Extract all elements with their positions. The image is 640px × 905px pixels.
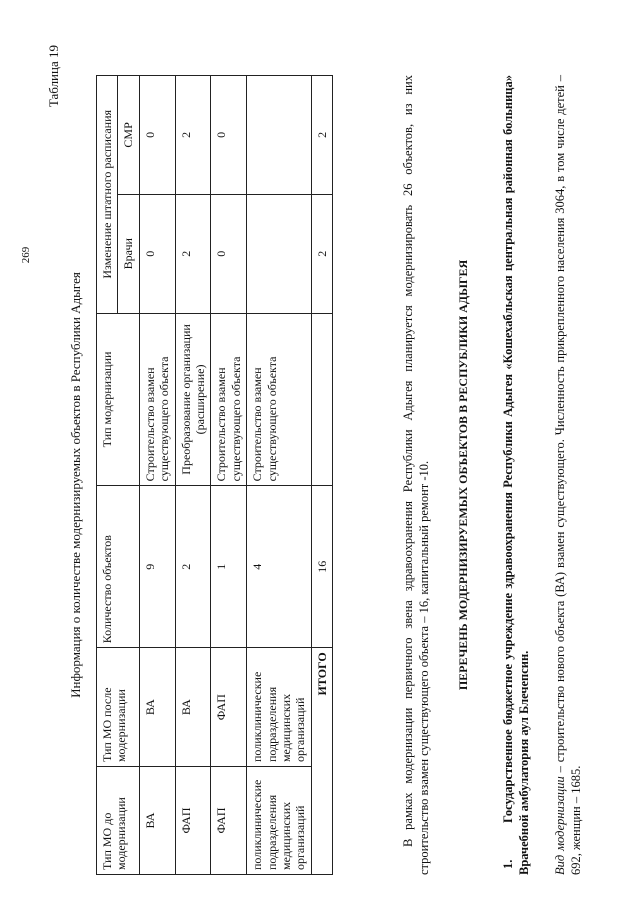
cell-mod-type: Строительство взамен существующего объекта [211, 313, 247, 486]
cell-count: 4 [247, 486, 312, 648]
cell-doctors: 2 [175, 194, 211, 313]
cell-before: ФАП [175, 767, 211, 875]
detail-text: – строительство нового объекта (ВА) взамен существующего. Численность прикрепленного населения 3064, в том числе детей – 692, женщин – 1685. [553, 75, 584, 875]
list-item-1 [500, 75, 533, 875]
cell-smr: 0 [139, 76, 175, 195]
cell-doctors: 0 [211, 194, 247, 313]
cell-mod-type: Строительство взамен существующего объекта [247, 313, 312, 486]
header-staff-change: Изменение штатного расписания [97, 76, 118, 314]
table-row [247, 76, 312, 875]
table-row [175, 76, 211, 875]
cell-after: ФАП [211, 648, 247, 767]
table-header-row [97, 76, 118, 875]
table-title: Информация о количестве модернизируемых объектов в Республики Адыгея [68, 272, 83, 698]
intro-paragraph: В рамках модернизации первичного звена здравоохранения Республики Адыгея планируется модернизировать 26 объектов, из них строительство взамен существующего объекта – 16, капитальный ремонт -10. [401, 75, 432, 875]
header-type-after: Тип МО после модернизации [97, 648, 140, 767]
cell-smr: 2 [175, 76, 211, 195]
header-type-before: Тип МО до модернизации [97, 767, 140, 875]
cell-after: ВА [139, 648, 175, 767]
cell-count: 2 [175, 486, 211, 648]
table-label: Таблица 19 [46, 45, 61, 108]
cell-count: 9 [139, 486, 175, 648]
cell-before: ФАП [211, 767, 247, 875]
cell-count: 1 [211, 486, 247, 648]
list-item-title: Государственное бюджетное учреждение здравоохранения Республики Адыгея «Кошехабльская центральная районная больница» Врачебной амбулатория аул Блечепсин. [501, 75, 532, 875]
total-mod-type [311, 313, 332, 486]
page-number: 269 [20, 246, 32, 264]
cell-after: ВА [175, 648, 211, 767]
cell-doctors [247, 194, 312, 313]
total-smr: 2 [311, 76, 332, 195]
section-heading: ПЕРЕЧЕНЬ МОДЕРНИЗИРУЕМЫХ ОБЪЕКТОВ В РЕСПУБЛИКИ АДЫГЕЯ [456, 259, 470, 691]
cell-mod-type: Строительство взамен существующего объекта [139, 313, 175, 486]
cell-after: поликлинические подразделения медицинских организаций [247, 648, 312, 767]
list-item-detail [552, 75, 585, 875]
total-count: 16 [311, 486, 332, 648]
header-doctors: Врачи [118, 194, 139, 313]
cell-before: поликлинические подразделения медицинских организаций [247, 767, 312, 875]
header-count: Количество объектов [97, 486, 140, 648]
cell-mod-type: Преобразование организации (расширение) [175, 313, 211, 486]
cell-smr: 0 [211, 76, 247, 195]
table-row [211, 76, 247, 875]
table-row [139, 76, 175, 875]
table-total-row [311, 76, 332, 875]
total-label: ИТОГО [311, 648, 332, 875]
cell-smr [247, 76, 312, 195]
cell-before: ВА [139, 767, 175, 875]
modernization-table [96, 75, 333, 875]
cell-doctors: 0 [139, 194, 175, 313]
header-mod-type: Тип модернизации [97, 313, 140, 486]
detail-lead: Вид модернизации [553, 776, 567, 875]
list-item-number: 1. [501, 859, 515, 869]
header-smr: СМР [118, 76, 139, 195]
total-doctors: 2 [311, 194, 332, 313]
